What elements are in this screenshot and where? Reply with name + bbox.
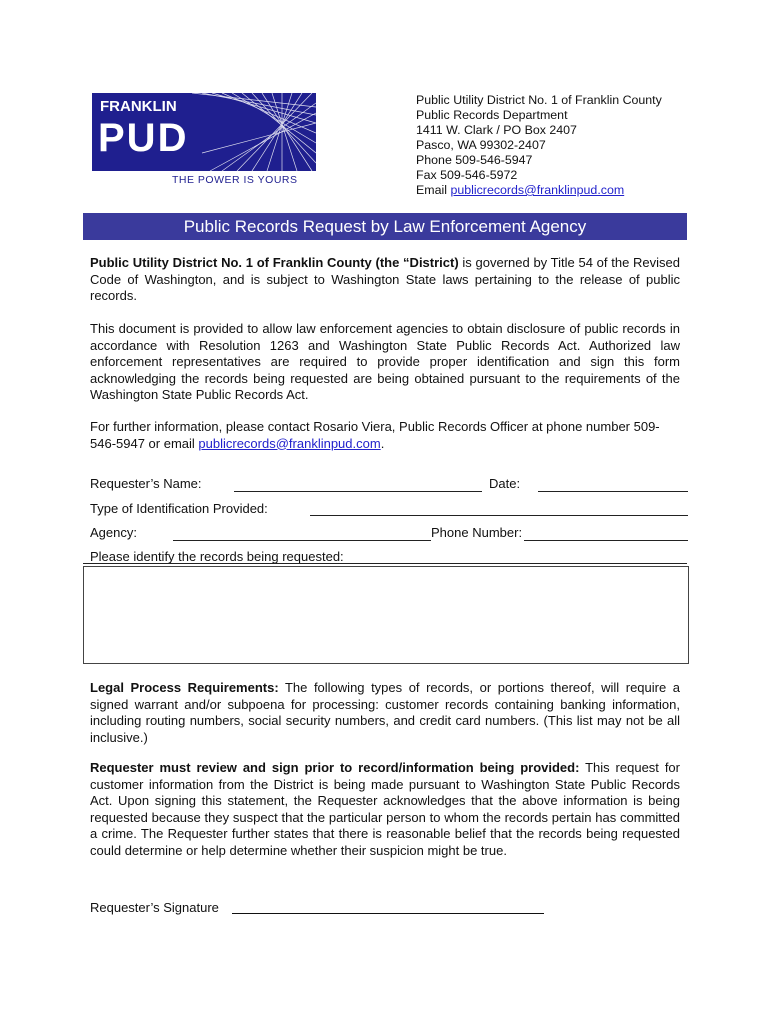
date-label: Date: — [489, 476, 521, 491]
contact-email-link[interactable]: publicrecords@franklinpud.com — [450, 183, 625, 197]
legal-paragraph — [90, 680, 680, 746]
contact-org: Public Utility District No. 1 of Franklin County — [416, 93, 662, 107]
contact-email-label: Email — [416, 183, 451, 197]
id-type-label: Type of Identification Provided: — [90, 501, 268, 516]
contact-fax: Fax 509-546-5972 — [416, 168, 518, 182]
info-paragraph — [90, 419, 680, 452]
date-line[interactable] — [538, 491, 688, 492]
logo-line2: PUD — [98, 116, 189, 160]
intro-bold: Public Utility District No. 1 of Franklin County (the “District) — [90, 255, 459, 270]
agency-label: Agency: — [90, 525, 137, 540]
legal-bold: Legal Process Requirements: — [90, 680, 279, 695]
requester-name-label: Requester’s Name: — [90, 476, 202, 491]
requester-name-line[interactable] — [234, 491, 482, 492]
signature-line[interactable] — [232, 913, 544, 914]
review-paragraph — [90, 760, 680, 859]
contact-city: Pasco, WA 99302-2407 — [416, 138, 546, 152]
review-bold: Requester must review and sign prior to record/information being provided: — [90, 760, 580, 775]
page-title: Public Records Request by Law Enforcement Agency — [83, 213, 687, 240]
logo-tagline: THE POWER IS YOURS — [172, 174, 298, 186]
intro-rest: is governed by Title 54 of the Revised Code of Washington, and is subject to Washington State laws pertaining to the release of public records. — [90, 255, 680, 303]
franklin-pud-logo — [92, 93, 316, 186]
contact-block — [416, 93, 662, 198]
contact-phone: Phone 509-546-5947 — [416, 153, 533, 167]
review-rest: This request for customer information from the District is being made pursuant to Washington State Public Records Act. Upon signing this statement, the Requester acknowledges that the above information is being requested because they suspect that the particular person to whom the records pertain has committed a crime. The Requester further states that there is reasonable belief that the records being requested could determine or help determine whether their suspicion might be true. — [90, 760, 680, 858]
records-label-underline — [83, 563, 687, 564]
id-type-line[interactable] — [310, 515, 688, 516]
contact-address: 1411 W. Clark / PO Box 2407 — [416, 123, 577, 137]
intro-paragraph — [90, 255, 680, 305]
records-label: Please identify the records being requested: — [90, 549, 344, 564]
logo-line1: FRANKLIN — [100, 98, 177, 115]
info-end: . — [380, 435, 385, 451]
contact-dept: Public Records Department — [416, 108, 568, 122]
signature-label: Requester’s Signature — [90, 900, 219, 915]
phone-label: Phone Number: — [431, 525, 523, 540]
legal-rest: The following types of records, or portions thereof, will require a signed warrant and/or subpoena for processing: customer records containing banking information, including routing numbers, social security numbers, and credit card numbers. (This list may not be all inclusive.) — [90, 680, 680, 745]
contact-email-row — [416, 183, 662, 198]
info-text: For further information, please contact Rosario Viera, Public Records Officer at phone number 509-546-5947 or email — [90, 419, 660, 451]
records-requested-box[interactable] — [83, 566, 689, 664]
info-email-link[interactable]: publicrecords@franklinpud.com — [198, 435, 381, 451]
purpose-paragraph: This document is provided to allow law enforcement agencies to obtain disclosure of public records in accordance with Resolution 1263 and Washington State Public Records Act. Authorized law enforcement representatives are required to provide proper identification and sign this form acknowledging the records being requested are being obtained pursuant to the requirements of the Washington State Public Records Act. — [90, 321, 680, 402]
